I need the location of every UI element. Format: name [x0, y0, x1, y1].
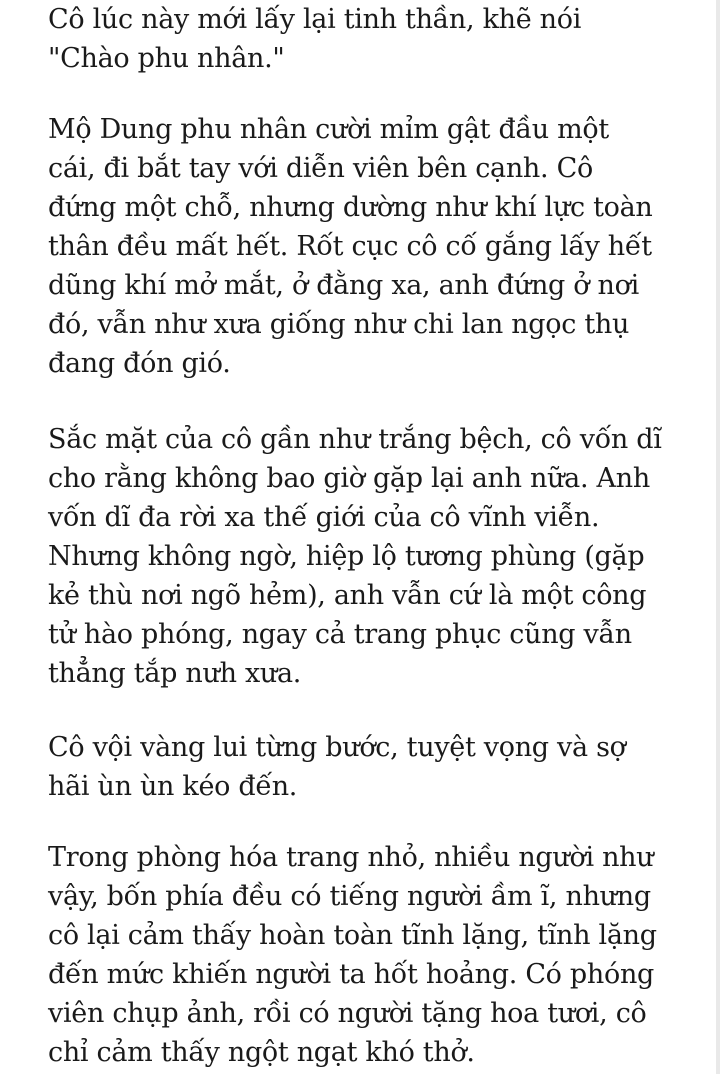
text-line: dũng khí mở mắt, ở đằng xa, anh đứng ở nơi	[48, 270, 639, 301]
text-line: Nhưng không ngờ, hiệp lộ tương phùng (gặp	[48, 541, 645, 572]
text-line: kẻ thù nơi ngõ hẻm), anh vẫn cứ là một công	[48, 580, 647, 611]
text-line: cái, đi bắt tay với diễn viên bên cạnh. Cô	[48, 153, 593, 184]
text-line: tử hào phóng, ngay cả trang phục cũng vẫn	[48, 619, 632, 650]
text-line: cho rằng không bao giờ gặp lại anh nữa. Anh	[48, 463, 650, 494]
page-edge-divider	[716, 0, 720, 1074]
text-line: đang đón gió.	[48, 348, 231, 379]
paragraph-2	[48, 110, 712, 383]
text-line: Cô vội vàng lui từng bước, tuyệt vọng và sợ	[48, 732, 626, 763]
text-line: Sắc mặt của cô gần như trắng bệch, cô vốn dĩ	[48, 424, 662, 455]
text-line: chỉ cảm thấy ngột ngạt khó thở.	[48, 1037, 475, 1068]
paragraph-4	[48, 728, 712, 806]
paragraph-3	[48, 420, 712, 693]
text-line: thân đều mất hết. Rốt cục cô cố gắng lấy hết	[48, 231, 652, 262]
text-line: vậy, bốn phía đều có tiếng người ầm ĩ, nhưng	[48, 881, 651, 912]
text-line: hãi ùn ùn kéo đến.	[48, 771, 298, 802]
text-line: vốn dĩ đa rời xa thế giới của cô vĩnh viễn.	[48, 502, 600, 533]
text-line: thẳng tắp nưh xưa.	[48, 658, 302, 689]
paragraph-5	[48, 838, 712, 1072]
text-line: Cô lúc này mới lấy lại tinh thần, khẽ nói	[48, 4, 582, 35]
text-line: đứng một chỗ, nhưng dường như khí lực toàn	[48, 192, 653, 223]
paragraph-1	[48, 0, 712, 78]
text-line: Mộ Dung phu nhân cười mỉm gật đầu một	[48, 114, 609, 145]
text-line: viên chụp ảnh, rồi có người tặng hoa tươi, cô	[48, 998, 647, 1029]
text-line: Trong phòng hóa trang nhỏ, nhiều người như	[48, 842, 654, 873]
text-line: đó, vẫn như xưa giống như chi lan ngọc thụ	[48, 309, 630, 340]
text-line: đến mức khiến người ta hốt hoảng. Có phóng	[48, 959, 655, 990]
text-line: "Chào phu nhân."	[48, 43, 285, 74]
text-line: cô lại cảm thấy hoàn toàn tĩnh lặng, tĩnh lặng	[48, 920, 657, 951]
